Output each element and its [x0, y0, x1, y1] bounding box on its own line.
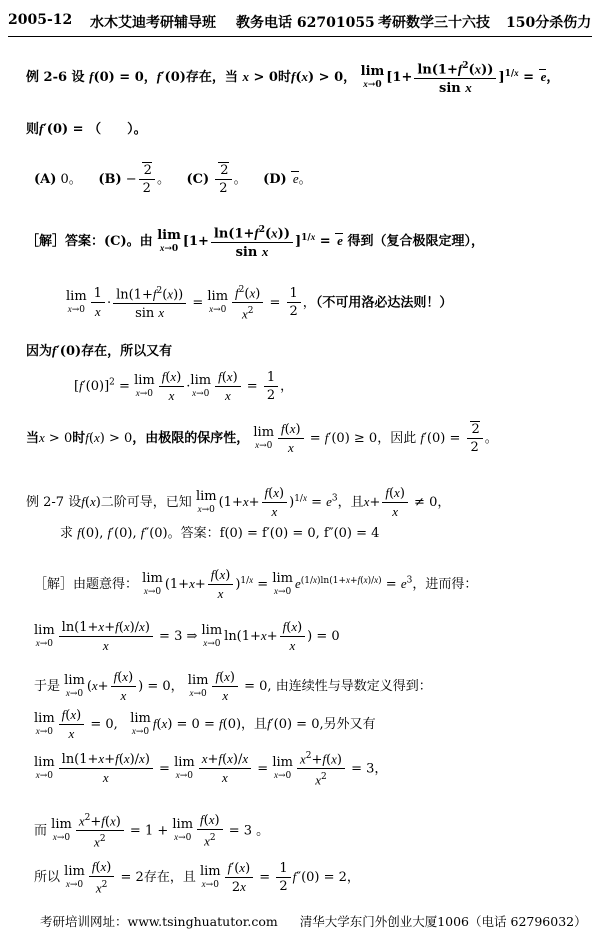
page-header	[8, 10, 592, 37]
ex27-answer: f(0) = f′(0) = 0, f″(0) = 4	[219, 526, 380, 541]
ex27-statement: 例 2-7 设f(x)二阶可导，已知 lim x→0 (1+x+ $\frac{f(x)}{x}$ )$^{1/x} = e^3$，且x+ $\frac{f(x)}{x}$ ≠ 0，	[26, 485, 451, 519]
ex26-statement: 例 2-6 设 f(0) = 0，f′(0)存在，当 x > 0时f(x) > 0， lim x→0 [1+ $\frac{\ln(1+f^2(x))}{\text{sin x}}$ ]$^{1/x}$ = e，	[26, 58, 559, 97]
header-org: 水木艾迪考研辅导班	[90, 15, 216, 31]
ex26-solution-line3: 因为f′(0)存在，所以又有	[26, 343, 173, 359]
ex26-label: 例 2-6	[26, 70, 68, 86]
page-footer	[40, 912, 587, 930]
ex27-label: 例 2-7	[26, 495, 65, 510]
ex26-solution-line1: ［解］答案：(C)。由 lim x→0 [1+ $\frac{\ln(1+f^2(x))}{\text{sin x}}$ ]$^{1/x}$ = e 得到（复合极限定理），	[26, 222, 484, 261]
ex27-solution-line5: lim x→0 $\frac{\ln(1+x+f(x)/x)}{x}$ = lim x→0 $\frac{x+f(x)/x}{x}$ = lim x→0 $\frac{x^2+f(x)}{x^2}$ = 3，	[34, 748, 387, 790]
option-d-label: (D)	[263, 172, 287, 187]
ex26-solution-line5: 当x > 0时f(x) > 0，由极限的保序性， lim x→0 $\frac{f(x)}{x}$ = f′(0) ≥ 0，因此 f′(0) = $\frac{2}{2}$ 。	[26, 421, 498, 455]
ex27-solution-line6: 而 lim x→0 $\frac{x^2+f(x)}{x^2}$ = 1 + lim x→0 $\frac{f(x)}{x^2}$ = 3 。	[34, 810, 269, 852]
ex27-solution-line1: ［解］由题意得： lim x→0 (1+x+ $\frac{f(x)}{x}$ )$^{1/x}$ = lim x→0 $e^{(1/x)ln(1+x+f(x)/x)} = e^3$，进而得：	[34, 567, 478, 601]
ex26-solution-line2: lim x→0 $\frac{1}{x}$ · $\frac{\ln(1+f^2(x))}{\text{sin x}}$ = lim x→0 $\frac{f^2(x)}{x^2}$ = $\frac{1}{2}$ ，（不可用洛必达法则！）	[66, 282, 452, 324]
option-b-label: (B)	[98, 172, 122, 187]
ex27-solution-line2: lim x→0 $\frac{\ln(1+x+f(x)/x)}{x}$ = 3 ⇒ lim x→0 ln(1+x+ $\frac{f(x)}{x}$ ) = 0	[34, 619, 340, 653]
option-a-value: 0。	[60, 172, 82, 187]
ex26-question: 则f′(0) = （ ）。	[26, 121, 147, 137]
header-course: 考研数学三十六技	[378, 15, 490, 31]
ex26-solution-line4: $[f'(0)]^2 = \lim$ x→0 $\frac{f(x)}{x}$ ·lim x→0 $\frac{f(x)}{x}$ = $\frac{1}{2}$ ，	[74, 369, 294, 403]
header-phone: 教务电话 62701055	[236, 15, 375, 31]
option-c-label: (C)	[186, 172, 210, 187]
ex27-solution-line3: 于是 lim x→0 (x+ $\frac{f(x)}{x}$ ) = 0， lim x→0 $\frac{f(x)}{x}$ = 0, 由连续性与导数定义得到：	[34, 669, 432, 703]
footer-address: 清华大学东门外创业大厦1006（电话 62796032）	[299, 914, 587, 929]
footer-site: 考研培训网址：www.tsinghuatutor.com	[40, 914, 278, 929]
ex26-options: (A) 0。 (B) − $\frac{2}{2}$ 。 (C) $\frac{2}{2}$ 。 (D) e。	[34, 163, 312, 196]
header-title: 150分杀伤力	[506, 15, 592, 31]
ex27-find: 求 f(0), f′(0), f″(0)。答案：f(0) = f′(0) = 0, f″(0) = 4	[60, 525, 380, 541]
ex27-solution-line7: 所以 lim x→0 $\frac{f(x)}{x^2}$ = 2存在，且 lim x→0 $\frac{f'(x)}{2x}$ = $\frac{1}{2}$ f″(0) = 2，	[34, 859, 360, 896]
header-date: 2005-12	[8, 12, 73, 28]
ex27-solution-line4: lim x→0 $\frac{f(x)}{x}$ = 0, lim x→0 f(x) = 0 = f(0)，且f′(0) = 0,另外又有	[34, 707, 376, 741]
option-a-label: (A)	[34, 172, 57, 187]
